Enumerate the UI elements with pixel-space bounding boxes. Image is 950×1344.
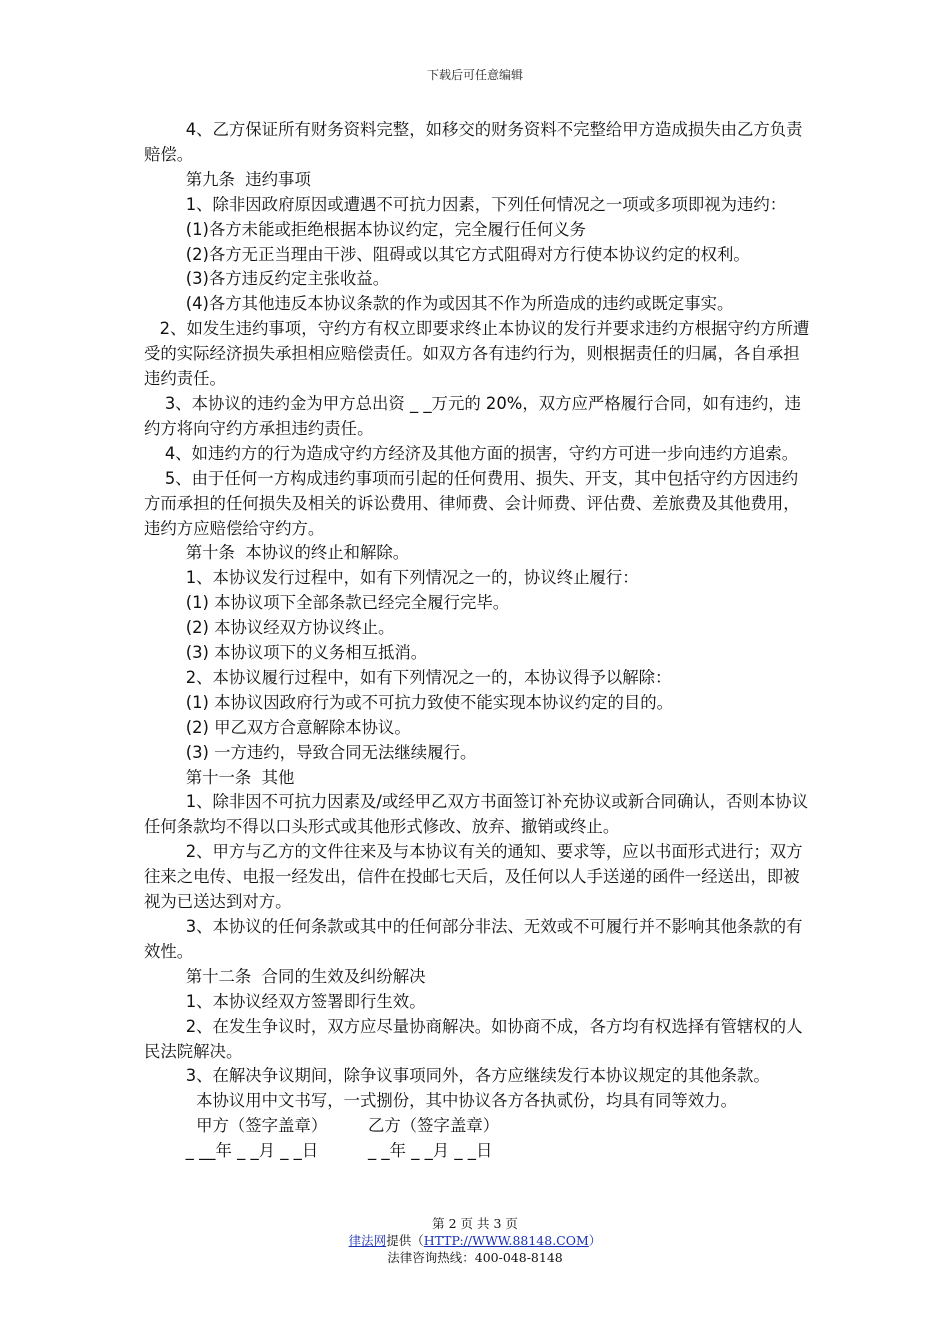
list-item: (3) 一方违约，导致合同无法继续履行。 [144, 742, 477, 762]
party-a-date: _ __年 _ _月 _ _日 [144, 1141, 319, 1161]
page-number: 第 2 页 共 3 页 [432, 1216, 518, 1231]
paragraph: 4、如违约方的行为造成守约方经济及其他方面的损害，守约方可进一步向违约方追索。 [144, 443, 799, 463]
document-body [144, 118, 810, 1164]
party-a-signature-label: 甲方（签字盖章） [144, 1116, 328, 1136]
page-footer [0, 1215, 950, 1266]
paragraph: 2、本协议履行过程中，如有下列情况之一的，本协议得予以解除： [144, 667, 672, 687]
hotline-text: 法律咨询热线：400-048-8148 [387, 1250, 563, 1265]
list-item: (4)各方其他违反本协议条款的作为或因其不作为所造成的违约或既定事实。 [144, 294, 734, 314]
section-heading: 第十二条 合同的生效及纠纷解决 [144, 966, 426, 986]
list-item: (1)各方未能或拒绝根据本协议约定，完全履行任何义务 [144, 219, 586, 239]
list-item: (2) 甲乙双方合意解除本协议。 [144, 717, 411, 737]
paragraph: 5、由于任何一方构成违约事项而引起的任何费用、损失、开支，其中包括守约方因违约方而承担的任何损失及相关的诉讼费用、律师费、会计师费、评估费、差旅费及其他费用，违约方应赔偿给守约方。 [144, 468, 800, 538]
section-heading: 第九条 违约事项 [144, 169, 311, 189]
paragraph: 4、乙方保证所有财务资料完整，如移交的财务资料不完整给甲方造成损失由乙方负责赔偿。 [144, 120, 803, 164]
page-header: 下载后可任意编辑 [426, 68, 523, 82]
list-item: (2) 本协议经双方协议终止。 [144, 618, 395, 638]
paragraph: 3、本协议的任何条款或其中的任何部分非法、无效或不可履行并不影响其他条款的有效性。 [144, 917, 803, 961]
paragraph: 2、如发生违约事项，守约方有权立即要求终止本协议的发行并要求违约方根据守约方所遭受的实际经济损失承担相应赔偿责任。如双方各有违约行为，则根据责任的归属，各自承担违约责任。 [144, 319, 810, 389]
paragraph: 1、除非因政府原因或遭遇不可抗力因素，下列任何情况之一项或多项即视为违约： [144, 194, 787, 214]
paragraph: 2、甲方与乙方的文件往来及与本协议有关的通知、要求等，应以书面形式进行；双方往来之电传、电报一经发出，信件在投邮七天后，及任何以人手送递的函件一经送出，即被视为已送达到对方。 [144, 842, 803, 912]
paragraph: 1、除非因不可抗力因素及/或经甲乙双方书面签订补充协议或新合同确认，否则本协议任何条款均不得以口头形式或其他形式修改、放弃、撤销或终止。 [144, 792, 809, 837]
paragraph: 3、本协议的违约金为甲方总出资 _ _万元的 20%，双方应严格履行合同，如有违约，违约方将向守约方承担违约责任。 [144, 393, 802, 438]
provider-close: ） [588, 1233, 602, 1248]
signature-row [144, 1114, 810, 1139]
paragraph: 1、本协议发行过程中，如有下列情况之一的，协议终止履行： [144, 568, 639, 588]
list-item: (3) 本协议项下的义务相互抵消。 [144, 643, 428, 663]
url-link[interactable]: HTTP://WWW.88148.COM [423, 1233, 589, 1248]
list-item: (3)各方违反约定主张收益。 [144, 269, 390, 289]
paragraph: 2、在发生争议时，双方应尽量协商解决。如协商不成，各方均有权选择有管辖权的人民法院解决。 [144, 1016, 803, 1061]
party-b-date: _ _年 _ _月 _ _日 [368, 1141, 493, 1161]
paragraph: 3、在解决争议期间，除争议事项同外，各方应继续发行本协议规定的其他条款。 [144, 1066, 770, 1086]
list-item: (1) 本协议项下全部条款已经完全履行完毕。 [144, 593, 510, 613]
section-heading: 第十一条 其他 [144, 767, 295, 787]
section-heading: 第十条 本协议的终止和解除。 [144, 543, 410, 563]
paragraph: 本协议用中文书写，一式捌份，其中协议各方各执贰份，均具有同等效力。 [144, 1091, 737, 1111]
list-item: (2)各方无正当理由干涉、阻碍或以其它方式阻碍对方行使本协议约定的权利。 [144, 244, 750, 264]
provider-line [0, 1232, 950, 1249]
party-b-signature-label: 乙方（签字盖章） [368, 1116, 500, 1136]
site-link[interactable]: 律法网 [348, 1233, 387, 1248]
date-row [144, 1139, 810, 1164]
list-item: (1) 本协议因政府行为或不可抗力致使不能实现本协议约定的目的。 [144, 692, 674, 712]
paragraph: 1、本协议经双方签署即行生效。 [144, 991, 426, 1011]
provider-text: 提供（ [386, 1233, 424, 1248]
